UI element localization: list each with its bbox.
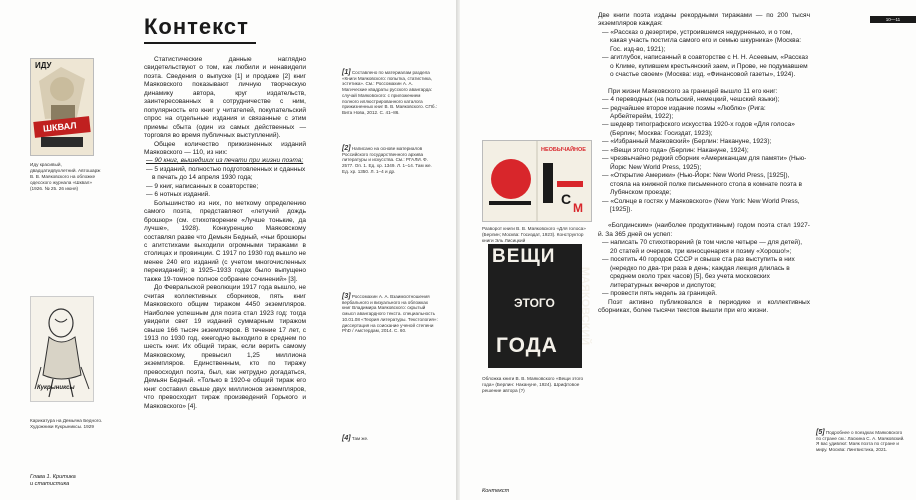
list-item: — написать 70 стихотворений (в том числе четыре — для детей), 20 статей и очерков, три киносценария и поэму «Хорошо!»; (602, 239, 803, 255)
left-page (0, 0, 456, 500)
main-text-column (144, 56, 306, 411)
footnote-text: Россомахин А. А. Взаимоотношения вербального и визуального на обложках книг Владимира Маяковского: скрытый смысл авангардного текста. специальность 10.01.08 «Теория литературы. Текстология»: диссертация на соискание ученой степени PhD / Амстердам, 2014. С. 60. (342, 294, 438, 334)
cover-word-etogo: ЭТОГО (514, 296, 555, 310)
list-item: — редчайшее второе издание поэмы «Люблю» (Рига: Арбейтерейм, 1922); (602, 104, 766, 120)
caption-dlya-golosa: Разворот книги В. В. Маяковского «Для голоса» (Берлин; Москва: Госиздат, 1923). Конструктор книги Эль Лисицкий (482, 226, 586, 243)
footnote-text: Там же. (351, 436, 369, 441)
page-title: Контекст (144, 14, 249, 39)
footnote-text: Подробнее о поездках Маяковского по стране см.: Ласкина С. А. Маяковский. Я вас удивлю!: Маяк поэта по стране и миру. Москва: Лингвистика, 2021. (816, 430, 905, 453)
shkval-cover-title: ШКВАЛ (42, 120, 77, 134)
footnote-marker: [1] (342, 69, 351, 76)
cover-word-goda: ГОДА (496, 334, 558, 357)
page-number: 10—11 (870, 16, 916, 23)
footnote-4 (342, 436, 438, 442)
shkval-cover-title-idu: ИДУ (35, 61, 52, 70)
footnote-3 (342, 294, 438, 334)
footnote-marker: [5] (816, 429, 825, 436)
list-item: — 9 книг, написанных в соавторстве; (146, 182, 259, 190)
dlya-golosa-letter-s: С (561, 191, 572, 207)
record-runs-list (598, 29, 810, 80)
footnote-marker: [2] (342, 145, 351, 152)
shkval-cover-image (30, 58, 94, 156)
caption-veshchi: Обложка книги В. В. Маяковского «Вещи этого года» (Берлин: Накануне, 1924). Шрифтовое решение автора (?) (482, 376, 584, 393)
footnote-marker: [3] (342, 293, 351, 300)
list-item: — «Вещи этого года» (Берлин: Накануне, 1924); (602, 146, 749, 154)
right-text-column (598, 12, 810, 315)
list-item: — 4 переводных (на польский, немецкий, чешский языки); (602, 96, 780, 104)
footer-line: и статистика (30, 481, 70, 487)
spacer (598, 80, 810, 88)
editions-list (144, 157, 306, 199)
caricature-signature: Кукрыниксы (37, 385, 75, 391)
section-footer: Контекст (482, 488, 510, 494)
dlya-golosa-letter-m: М (573, 201, 583, 215)
paragraph: До Февральской революции 1917 года вышло, не считая коллективных сборников, пять книг Маяковского общим тиражом 4450 экземпляров. Наиболее успешным для поэта стал 1923 год: тогда увидели свет 19 изданий суммарным тиражом свыше 166 тысяч экземпляров. В течение 17 лет, с 1913 по 1930 год, ежегодно выходило в среднем по шесть книг. Их общий тираж, если верить самому Маяковскому, превысил 1,25 миллиона экземпляров. Единственным, кто по тиражу превосходил поэта, был, как нетрудно догадаться, Демьян Бедный. «Только в 1920-е общий тираж его книг составил свыше двух миллионов экземпляров, что превосходит тираж произведений Горького и Маяковского» [4]. (144, 284, 306, 410)
list-item: — шедевр типографского искусства 1920-х годов «Для голоса» (Берлин; Москва: Госиздат, 1923); (602, 121, 795, 137)
list-item: — провести пять недель за границей. (602, 290, 717, 298)
footnote-text: Составлено по материалам раздела «Книги Маяковского: попытка, статистика, эстетика». См.: Россомахин А. А. Магические квадраты русского авангарда: случай Маяковского: с приложением полного иллюстрированного каталога прижизненных книг В. В. Маяковского. СПб.: Вита Нова, 2012. С. 41–86. (342, 70, 438, 115)
foreign-editions-list (598, 96, 810, 214)
chapter-footer (30, 474, 140, 488)
paragraph: «Болдинским» (наиболее продуктивным) годом поэта стал 1927-й. За 365 дней он успел: (598, 222, 810, 238)
list-item: — 90 книг, вышедших из печати при жизни поэта; (146, 157, 304, 165)
cover-author-name: МАЯКОВСКИЙ (579, 266, 592, 346)
shkval-cover-illustration (31, 59, 93, 155)
list-item: — «Солнце в гостях у Маяковского» (New York: New World Press, [1925]). (602, 197, 800, 213)
year-1927-list (598, 239, 810, 298)
list-item: — чрезвычайно редкий сборник «Американцам для памяти» (Нью-Йорк: New World Press, 1925); (602, 155, 807, 171)
cover-word-veshchi: ВЕЩИ (492, 246, 556, 267)
list-item: — «Избранный Маяковский» (Берлин: Накануне, 1923); (602, 138, 772, 146)
footer-line: Глава 1. Критика (30, 474, 76, 480)
list-item: — посетить 40 городов СССР и свыше ста раз выступить в них (нередко по два-три раза в день; каждая лекция длилась в среднем около трех часов) [5], без учета московских литературных вечеров и диспутов; (602, 256, 795, 289)
caption-shkval: Иду красивый, двадцатидвухлетний. Автошарж В. В. Маяковского на обложке одесского журнала «Шквал» (1926. № 25. 26 июня) (30, 162, 101, 191)
list-item: — 5 изданий, полностью подготовленных и сданных в печать до 14 апреля 1930 года; (146, 165, 306, 182)
title-underline (144, 42, 256, 44)
list-item: — «Рассказ о дезертире, устроившемся недурненько, и о том, какая участь постигла самого его и семью шкурника» (Москва: Гос. изд-во, 1921); (602, 28, 802, 53)
dlya-golosa-spread-image (482, 140, 592, 222)
footnote-2 (342, 146, 438, 175)
list-item: — «Открытие Америки» (Нью-Йорк: New World Press, [1925]), стояла на книжной полке письменного стола в комнате поэта в Лубянском проезде; (602, 172, 802, 197)
paragraph: Общее количество прижизненных изданий Маяковского — 110, из них: (144, 140, 306, 156)
list-item: — 6 нотных изданий. (146, 191, 211, 199)
dlya-golosa-heading: НЕОБЫЧАЙНОЕ (541, 147, 586, 153)
veshchi-etogo-goda-cover-image (488, 244, 592, 368)
footnote-1 (342, 70, 438, 116)
footnote-text: Написано на основе материалов Российского государственного архива литературы и искусства. См.: РГАЛИ. Ф. 2577. Оп. 1. Ед. хр. 1349. Л. 1–14. Там же. Ед. хр. 1350. Л. 1–4 и др. (342, 146, 432, 174)
paragraph: Две книги поэта изданы рекордными тиражами — по 200 тысяч экземпляров каждая: (598, 12, 810, 28)
footnote-marker: [4] (342, 435, 351, 442)
list-item: — агитлубок, написанный в соавторстве с Н. Н. Асеевым, «Рассказ о Климе, купившем крестьянский заем, и Прове, не подумавшем о счастье своем» (Москва: изд. «Финансовой газеты», 1924). (602, 54, 808, 79)
paragraph: Статистические данные наглядно свидетельствуют о том, как любили и ненавидели поэта. Сведения о выпуске [1] и продаже [2] книг Маяковского показывают личную творческую динамику автора, круг издательств, заинтересованных в сотрудничестве с ним, популярность его книг у читателей, покупательский спрос на отдельные издания и связанные с этим приемы сбыта (один из самых действенных — торговля во время публичных выступлений). (144, 56, 306, 140)
paragraph: Большинство из них, по меткому определению самого поэта, представляют «летучий дождь брошюр» (см. стихотворение «Лучше тонькие, да лучше», 1928). Конкуренцию Маяковскому составлял разве что Демьян Бедный, «чьи брошюры с агитстихами выходили огромными тиражами в столицах и провинции. С 1917 по 1930 год вышло не менее 240 его изданий (с учетом многочисленных переизданий); в 1925–1933 годах было выпущено также 19-томное полное собрание сочинений» [3]. (144, 199, 306, 283)
paragraph: Поэт активно публиковался в периодике и коллективных сборниках, более тысячи текстов вышли при его жизни. (598, 298, 810, 314)
paragraph: При жизни Маяковского за границей вышло 11 его книг: (608, 87, 778, 95)
bedny-caricature-image (30, 296, 94, 402)
footnote-5 (816, 430, 908, 453)
caption-caricature: Карикатура на Демьяна Бедного. Художники Кукрыниксы. 1929 (30, 418, 103, 429)
